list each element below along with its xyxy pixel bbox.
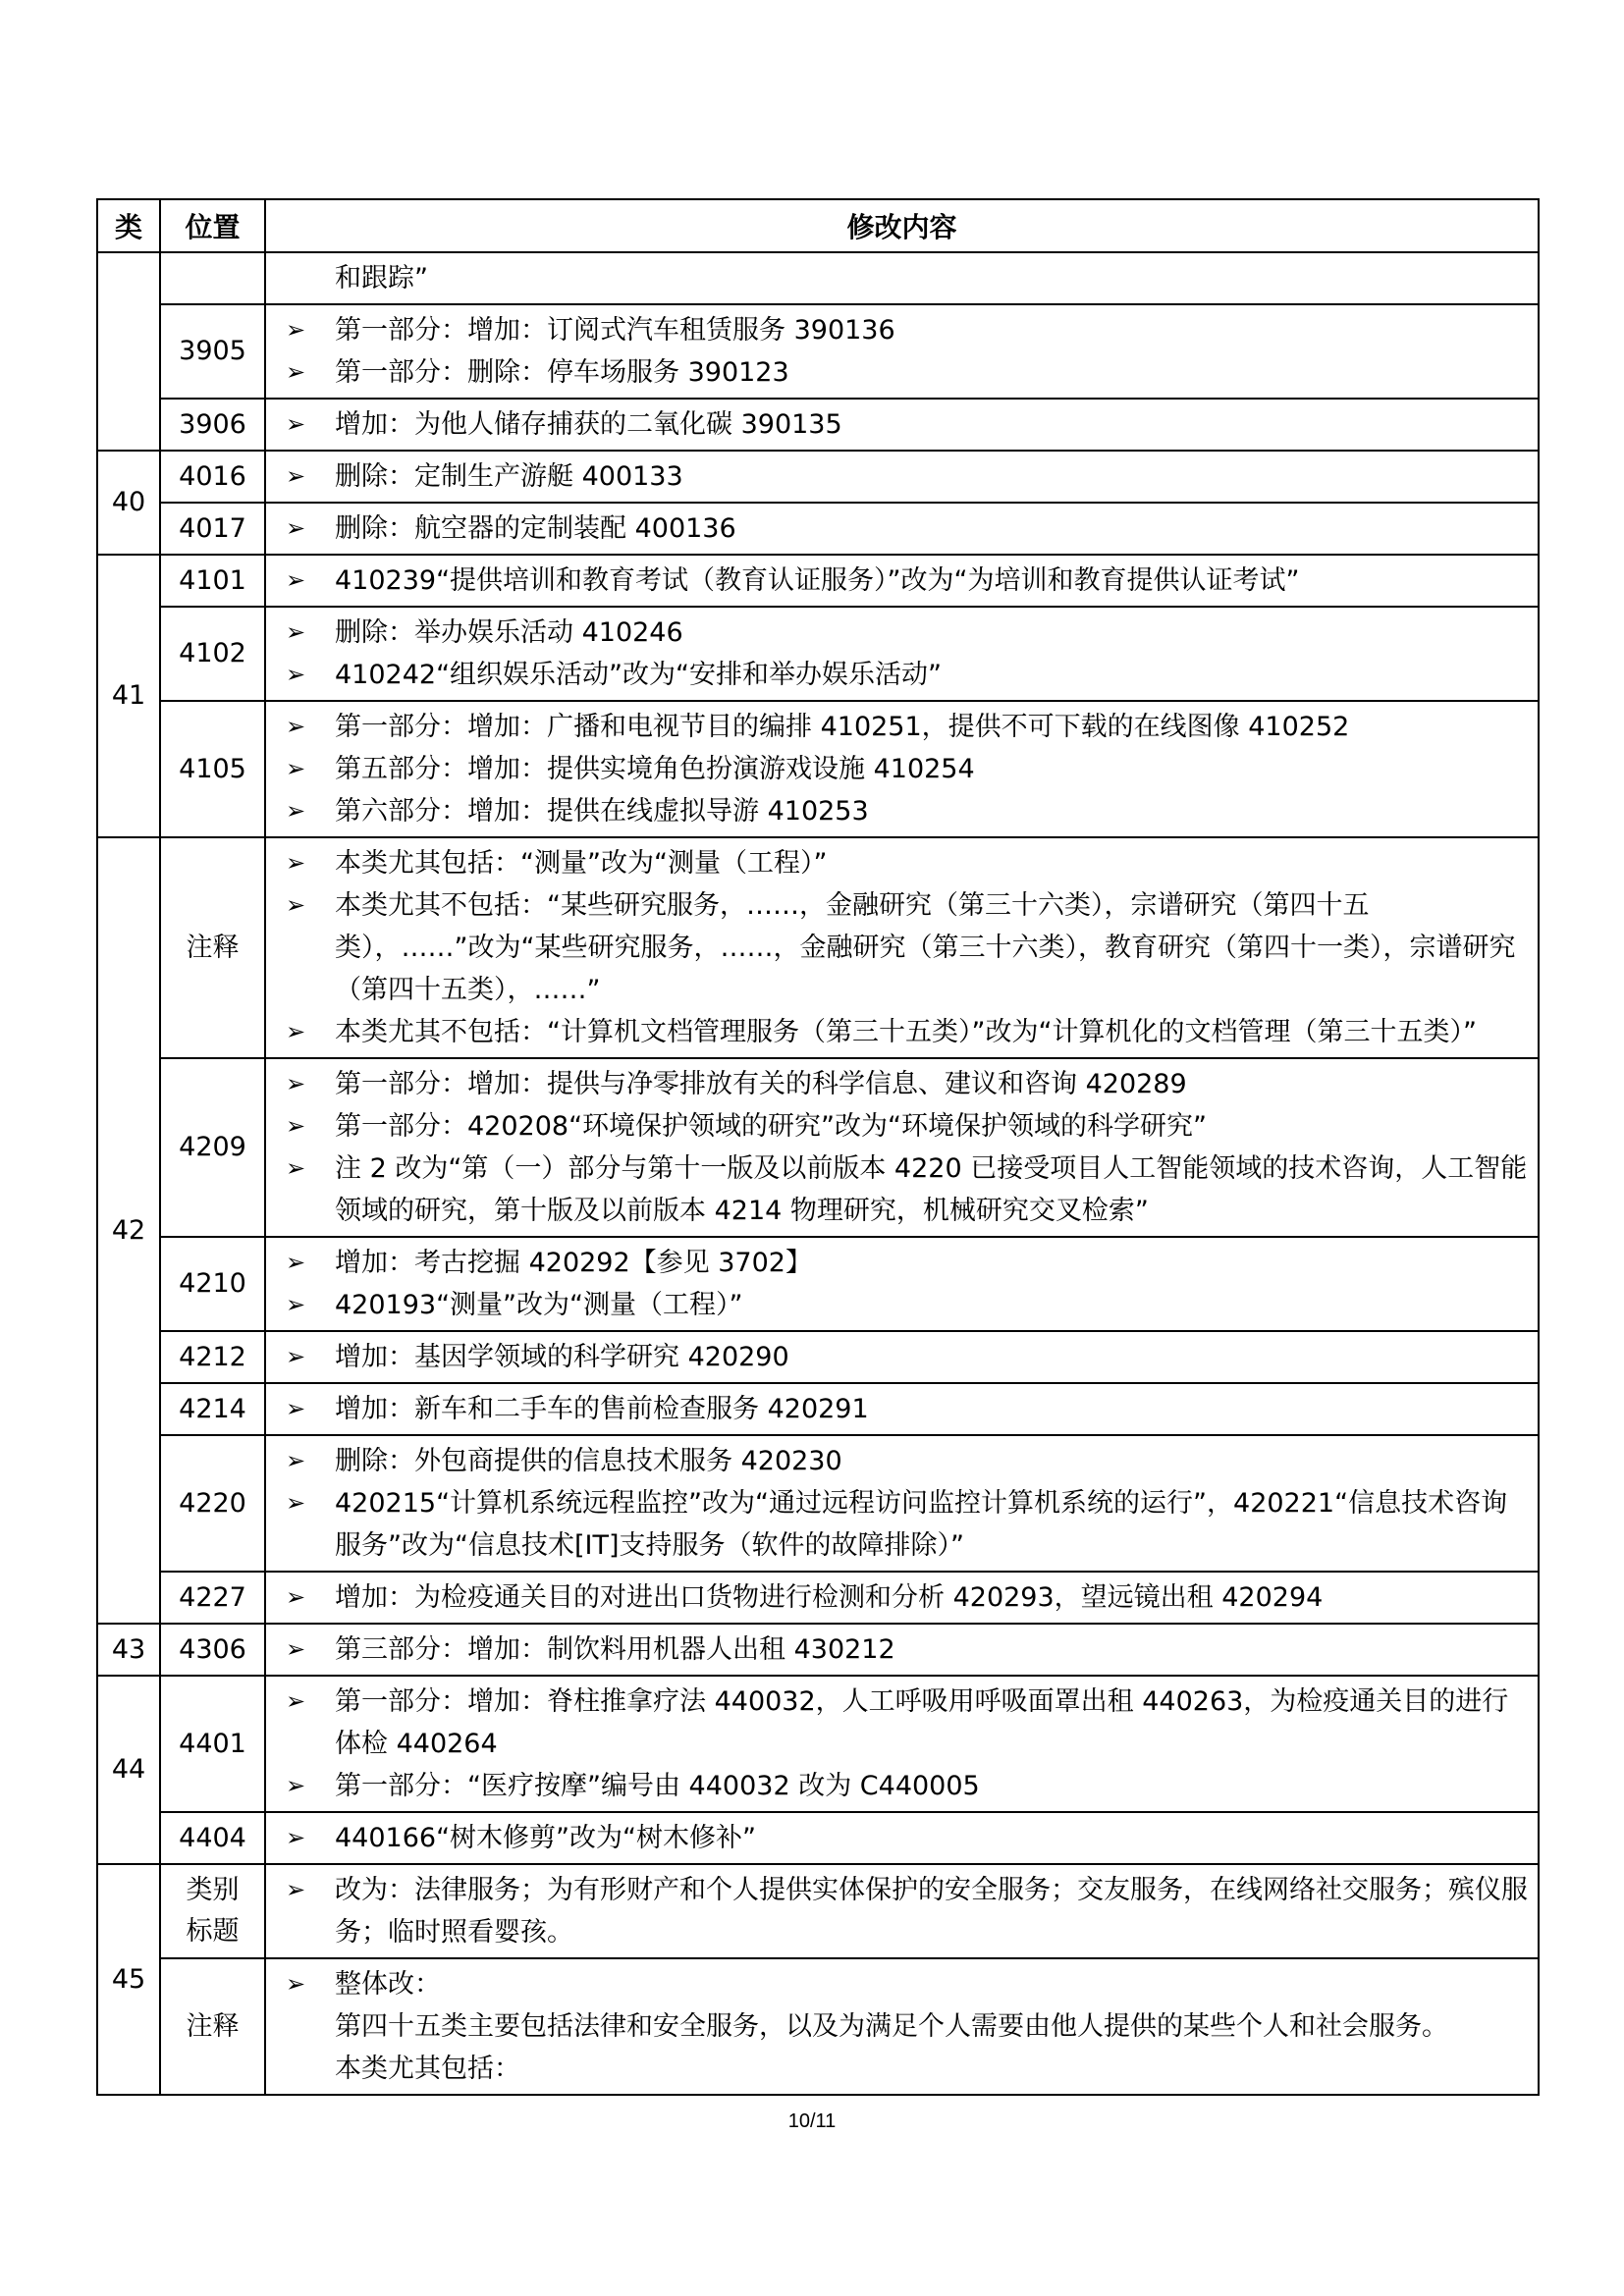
modification-text: 删除：外包商提供的信息技术服务 420230 — [335, 1446, 842, 1476]
modification-item — [280, 1963, 1528, 2005]
modification-item — [280, 884, 1528, 1011]
position-cell: 注释 — [160, 1958, 265, 2095]
arrow-bullet-icon: ➢ — [286, 566, 306, 594]
modification-item — [280, 706, 1528, 748]
modification-item — [280, 1148, 1528, 1232]
arrow-bullet-icon: ➢ — [286, 755, 306, 782]
modification-text: 第六部分：增加：提供在线虚拟导游 410253 — [335, 796, 869, 827]
position-column-header: 位置 — [160, 199, 265, 252]
modification-item — [280, 654, 1528, 696]
modification-item — [280, 351, 1528, 394]
position-cell: 4404 — [160, 1812, 265, 1864]
arrow-bullet-icon: ➢ — [286, 1447, 306, 1474]
table-row — [97, 701, 1539, 837]
modification-item — [280, 1576, 1528, 1619]
modification-content-cell — [265, 837, 1539, 1058]
modification-content-cell — [265, 1572, 1539, 1624]
position-cell: 4105 — [160, 701, 265, 837]
table-row — [97, 304, 1539, 399]
arrow-bullet-icon: ➢ — [286, 1343, 306, 1370]
arrow-bullet-icon: ➢ — [286, 1635, 306, 1663]
modification-text: 420193“测量”改为“测量（工程）” — [335, 1290, 743, 1320]
class-number-cell: 45 — [97, 1864, 160, 2095]
modification-content-cell — [265, 1058, 1539, 1237]
modification-item — [280, 1765, 1528, 1807]
modification-content-cell — [265, 304, 1539, 399]
modification-text: 和跟踪” — [335, 263, 428, 294]
modification-item — [280, 842, 1528, 884]
modification-content-cell — [265, 1864, 1539, 1958]
modification-text: 删除：航空器的定制装配 400136 — [335, 513, 736, 544]
modification-content-cell — [265, 1383, 1539, 1435]
modification-text: 增加：为检疫通关目的对进出口货物进行检测和分析 420293，望远镜出租 420294 — [335, 1582, 1324, 1613]
modification-text: 第一部分：增加：脊柱推拿疗法 440032，人工呼吸用呼吸面罩出租 440263，为检疫通关目的进行体检 440264 — [335, 1686, 1509, 1759]
modification-item — [280, 1011, 1528, 1053]
arrow-bullet-icon: ➢ — [286, 1583, 306, 1611]
table-row — [97, 1058, 1539, 1237]
arrow-bullet-icon: ➢ — [286, 1070, 306, 1097]
position-cell: 4101 — [160, 555, 265, 607]
modification-text: 增加：为他人储存捕获的二氧化碳 390135 — [335, 409, 842, 440]
modification-content-cell — [265, 451, 1539, 503]
modification-item — [280, 1482, 1528, 1567]
modification-item — [280, 1336, 1528, 1378]
modification-content-cell — [265, 1331, 1539, 1383]
table-row — [97, 1864, 1539, 1958]
table-row — [97, 607, 1539, 701]
table-row — [97, 1383, 1539, 1435]
modification-item — [280, 257, 1528, 299]
modification-item — [280, 560, 1528, 602]
modification-text: 第一部分：420208“环境保护领域的研究”改为“环境保护领域的科学研究” — [335, 1111, 1208, 1142]
arrow-bullet-icon: ➢ — [286, 1772, 306, 1799]
modification-text: 删除：定制生产游艇 400133 — [335, 461, 683, 492]
arrow-bullet-icon: ➢ — [286, 1154, 306, 1182]
modification-item — [280, 2005, 1528, 2048]
modification-item — [280, 1063, 1528, 1105]
arrow-bullet-icon: ➢ — [286, 358, 306, 386]
class-number-cell: 40 — [97, 451, 160, 555]
amendment-table — [96, 198, 1540, 2096]
position-cell: 4214 — [160, 1383, 265, 1435]
modification-text: 注 2 改为“第（一）部分与第十一版及以前版本 4220 已接受项目人工智能领域的技术咨询，人工智能领域的研究，第十版及以前版本 4214 物理研究，机械研究交叉检索” — [335, 1153, 1528, 1226]
arrow-bullet-icon: ➢ — [286, 1018, 306, 1045]
position-cell: 3906 — [160, 399, 265, 451]
modification-text: 删除：举办娱乐活动 410246 — [335, 617, 683, 648]
arrow-bullet-icon: ➢ — [286, 462, 306, 490]
modification-text: 第一部分：“医疗按摩”编号由 440032 改为 C440005 — [335, 1771, 980, 1801]
table-row — [97, 1676, 1539, 1812]
modification-text: 第四十五类主要包括法律和安全服务，以及为满足个人需要由他人提供的某些个人和社会服务。 — [335, 2011, 1448, 2042]
table-row — [97, 451, 1539, 503]
modification-content-cell — [265, 1676, 1539, 1812]
modification-item — [280, 309, 1528, 351]
position-cell: 注释 — [160, 837, 265, 1058]
modification-text: 第一部分：增加：订阅式汽车租赁服务 390136 — [335, 315, 895, 346]
position-cell: 类别 标题 — [160, 1864, 265, 1958]
arrow-bullet-icon: ➢ — [286, 1291, 306, 1318]
arrow-bullet-icon: ➢ — [286, 1489, 306, 1517]
modification-content-cell — [265, 503, 1539, 555]
arrow-bullet-icon: ➢ — [286, 1876, 306, 1903]
modification-content-cell — [265, 555, 1539, 607]
modification-content-cell — [265, 1624, 1539, 1676]
arrow-bullet-icon: ➢ — [286, 618, 306, 646]
table-header-row — [97, 199, 1539, 252]
modification-content-cell — [265, 1435, 1539, 1572]
modification-text: 本类尤其不包括：“计算机文档管理服务（第三十五类）”改为“计算机化的文档管理（第三十五类）” — [335, 1017, 1477, 1047]
modification-text: 第一部分：增加：广播和电视节目的编排 410251，提供不可下载的在线图像 410252 — [335, 712, 1350, 742]
modification-content-cell — [265, 701, 1539, 837]
table-row — [97, 503, 1539, 555]
position-cell: 4212 — [160, 1331, 265, 1383]
modification-text: 410239“提供培训和教育考试（教育认证服务）”改为“为培训和教育提供认证考试” — [335, 565, 1300, 596]
class-number-cell — [97, 252, 160, 451]
modification-item — [280, 612, 1528, 654]
arrow-bullet-icon: ➢ — [286, 1970, 306, 1998]
arrow-bullet-icon: ➢ — [286, 713, 306, 740]
modification-item — [280, 1869, 1528, 1953]
table-row — [97, 1237, 1539, 1331]
modification-item — [280, 790, 1528, 832]
position-cell — [160, 252, 265, 304]
arrow-bullet-icon: ➢ — [286, 1395, 306, 1422]
arrow-bullet-icon: ➢ — [286, 316, 306, 344]
modification-content-cell — [265, 399, 1539, 451]
position-cell: 4401 — [160, 1676, 265, 1812]
table-row — [97, 1572, 1539, 1624]
modification-text: 第三部分：增加：制饮料用机器人出租 430212 — [335, 1634, 895, 1665]
modification-content-cell — [265, 1237, 1539, 1331]
table-row — [97, 399, 1539, 451]
class-number-cell: 43 — [97, 1624, 160, 1676]
modification-content-cell — [265, 1812, 1539, 1864]
modification-item — [280, 1817, 1528, 1859]
arrow-bullet-icon: ➢ — [286, 661, 306, 688]
class-number-cell: 41 — [97, 555, 160, 837]
class-number-cell: 44 — [97, 1676, 160, 1864]
modification-text: 整体改： — [335, 1969, 441, 2000]
arrow-bullet-icon: ➢ — [286, 514, 306, 542]
modification-text: 440166“树木修剪”改为“树木修补” — [335, 1823, 757, 1853]
arrow-bullet-icon: ➢ — [286, 797, 306, 825]
arrow-bullet-icon: ➢ — [286, 1687, 306, 1715]
arrow-bullet-icon: ➢ — [286, 1249, 306, 1276]
position-cell: 4220 — [160, 1435, 265, 1572]
modification-text: 本类尤其包括：“测量”改为“测量（工程）” — [335, 848, 828, 879]
table-row — [97, 1958, 1539, 2095]
position-cell: 4017 — [160, 503, 265, 555]
modification-text: 第一部分：删除：停车场服务 390123 — [335, 357, 789, 388]
arrow-bullet-icon: ➢ — [286, 849, 306, 877]
table-row — [97, 1435, 1539, 1572]
modification-text: 增加：考古挖掘 420292【参见 3702】 — [335, 1248, 812, 1278]
position-cell: 4227 — [160, 1572, 265, 1624]
modification-text: 本类尤其不包括：“某些研究服务，……，金融研究（第三十六类），宗谱研究（第四十五类），……”改为“某些研究服务，……，金融研究（第三十六类），教育研究（第四十一类），宗谱研究（第四十五类），……” — [335, 890, 1516, 1005]
class-column-header: 类 — [97, 199, 160, 252]
modification-item — [280, 455, 1528, 498]
modification-item — [280, 1440, 1528, 1482]
modification-item — [280, 1242, 1528, 1284]
position-cell: 4016 — [160, 451, 265, 503]
content-column-header: 修改内容 — [265, 199, 1539, 252]
modification-text: 改为：法律服务；为有形财产和个人提供实体保护的安全服务；交友服务，在线网络社交服务；殡仪服务；临时照看婴孩。 — [335, 1875, 1528, 1948]
position-cell: 4210 — [160, 1237, 265, 1331]
modification-text: 本类尤其包括： — [335, 2054, 520, 2084]
arrow-bullet-icon: ➢ — [286, 410, 306, 438]
position-cell: 4102 — [160, 607, 265, 701]
modification-item — [280, 1284, 1528, 1326]
modification-item — [280, 748, 1528, 790]
position-cell: 4209 — [160, 1058, 265, 1237]
modification-item — [280, 1629, 1528, 1671]
modification-item — [280, 507, 1528, 550]
modification-text: 410242“组织娱乐活动”改为“安排和举办娱乐活动” — [335, 660, 943, 690]
arrow-bullet-icon: ➢ — [286, 1112, 306, 1140]
table-row — [97, 1624, 1539, 1676]
class-number-cell: 42 — [97, 837, 160, 1624]
modification-content-cell — [265, 607, 1539, 701]
arrow-bullet-icon: ➢ — [286, 1824, 306, 1851]
table-row — [97, 1812, 1539, 1864]
modification-content-cell — [265, 1958, 1539, 2095]
modification-text: 420215“计算机系统远程监控”改为“通过远程访问监控计算机系统的运行”，420221“信息技术咨询服务”改为“信息技术[IT]支持服务（软件的故障排除）” — [335, 1488, 1508, 1561]
modification-text: 第一部分：增加：提供与净零排放有关的科学信息、建议和咨询 420289 — [335, 1069, 1187, 1099]
modification-item — [280, 1105, 1528, 1148]
page-number: 10/11 — [787, 2110, 837, 2132]
modification-content-cell — [265, 252, 1539, 304]
modification-text: 第五部分：增加：提供实境角色扮演游戏设施 410254 — [335, 754, 975, 784]
table-body — [97, 252, 1539, 2095]
modification-item — [280, 403, 1528, 446]
table-row — [97, 1331, 1539, 1383]
arrow-bullet-icon: ➢ — [286, 891, 306, 919]
table-row — [97, 837, 1539, 1058]
table-row — [97, 252, 1539, 304]
modification-text: 增加：基因学领域的科学研究 420290 — [335, 1342, 789, 1372]
table-row — [97, 555, 1539, 607]
position-cell: 3905 — [160, 304, 265, 399]
modification-item — [280, 1388, 1528, 1430]
modification-item — [280, 2048, 1528, 2090]
modification-text: 增加：新车和二手车的售前检查服务 420291 — [335, 1394, 869, 1424]
modification-item — [280, 1681, 1528, 1765]
position-cell: 4306 — [160, 1624, 265, 1676]
